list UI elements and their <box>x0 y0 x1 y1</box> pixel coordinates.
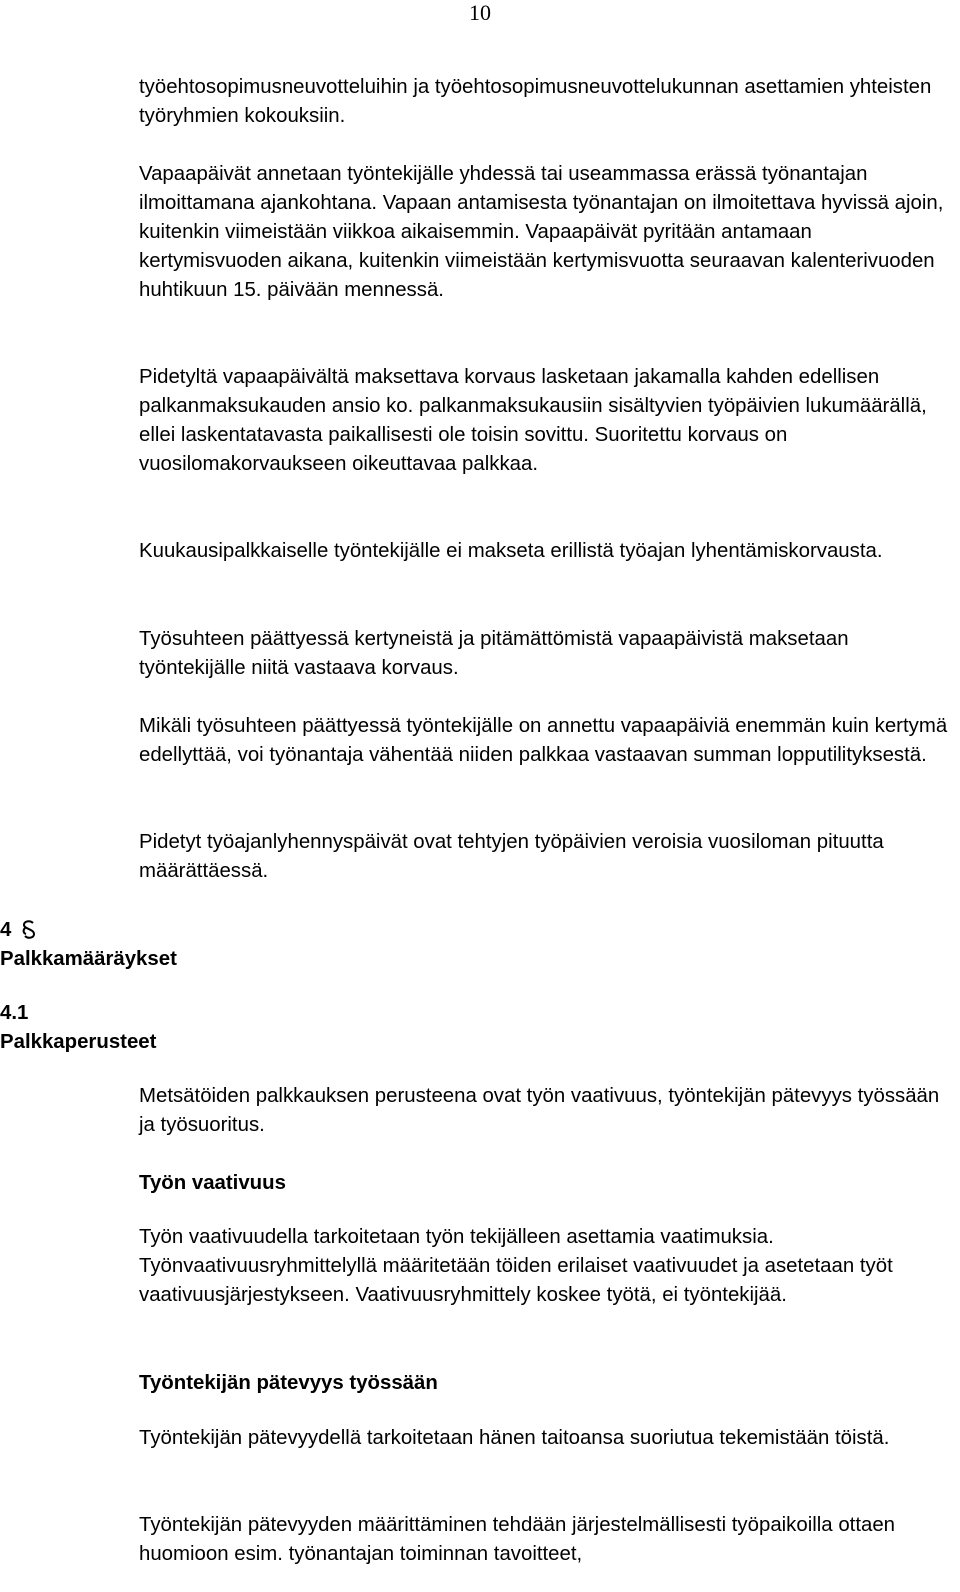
paragraph-holiday-equivalence: Pidetyt työajanlyhennyspäivät ovat tehtyjen työpäivien veroisia vuosiloman pituutta määrättäessä. <box>139 831 884 882</box>
paragraph-excess-days: Mikäli työsuhteen päättyessä työntekijälle on annettu vapaapäiviä enemmän kuin kertymä edellyttää, voi työnantaja vähentää niiden palkkaa vastaavan summan lopputilityksestä. <box>139 715 948 766</box>
page-number: 10 <box>469 0 491 25</box>
paragraph-meetings: työehtosopimusneuvotteluihin ja työehtosopimusneuvottelukunnan asettamien yhteisten työryhmien kokouksiin. <box>139 76 932 127</box>
section-sign-icon <box>20 919 38 943</box>
paragraph-days-off-timing: Vapaapäivät annetaan työntekijälle yhdessä tai useammassa erässä työnantajan ilmoittamana ajankohtana. Vapaan antamisesta työnantajan on ilmoitettava hyvissä ajoin, kuitenkin viimeistään viikkoa aikaisemmin. Vapaapäivät pyritään antamaan kertymisvuoden aikana, kuitenkin viimeistään kertymisvuotta seuraavan kalenterivuoden huhtikuun 15. päivään mennessä. <box>139 163 944 301</box>
paragraph-competence-definition: Työntekijän pätevyydellä tarkoitetaan hänen taitoansa suoriutua tekemistään töistä. <box>139 1427 890 1449</box>
paragraph-compensation-calculation: Pidetyltä vapaapäivältä maksettava korvaus lasketaan jakamalla kahden edellisen palkanmaksukauden ansio ko. palkanmaksukausiin sisältyvien työpäivien lukumäärällä, ellei laskentatavasta paikallisesti ole toisin sovittu. Suoritettu korvaus on vuosilomakorvaukseen oikeuttavaa palkkaa. <box>139 366 927 475</box>
section-4-1-number: 4.1 <box>0 1002 29 1024</box>
subheading-job-demands: Työn vaativuus <box>139 1172 286 1194</box>
section-4-number: 4 <box>0 919 12 941</box>
section-4-title: Palkkamääräykset <box>0 948 177 970</box>
paragraph-competence-assessment: Työntekijän pätevyyden määrittäminen tehdään järjestelmällisesti työpaikoilla ottaen huomioon esim. työnantajan toiminnan tavoitteet, <box>139 1514 896 1565</box>
subheading-employee-competence: Työntekijän pätevyys työssään <box>139 1372 438 1394</box>
paragraph-employment-end: Työsuhteen päättyessä kertyneistä ja pitämättömistä vapaapäivistä maksetaan työntekijälle niitä vastaava korvaus. <box>139 628 849 679</box>
section-4-1-heading <box>0 999 156 1057</box>
paragraph-job-demands: Työn vaativuudella tarkoitetaan työn tekijälleen asettamia vaatimuksia. Työnvaativuusryhmittelyllä määritetään töiden erilaiset vaativuudet ja asetetaan työt vaativuusjärjestykseen. Vaativuusryhmittely koskee työtä, ei työntekijää. <box>139 1226 893 1306</box>
paragraph-monthly-salaried: Kuukausipalkkaiselle työntekijälle ei makseta erillistä työajan lyhentämiskorvausta. <box>139 540 883 562</box>
section-4-1-title: Palkkaperusteet <box>0 1031 157 1053</box>
section-4-heading <box>0 916 177 974</box>
paragraph-pay-basis: Metsätöiden palkkauksen perusteena ovat työn vaativuus, työntekijän pätevyys työssään ja työsuoritus. <box>139 1085 940 1136</box>
